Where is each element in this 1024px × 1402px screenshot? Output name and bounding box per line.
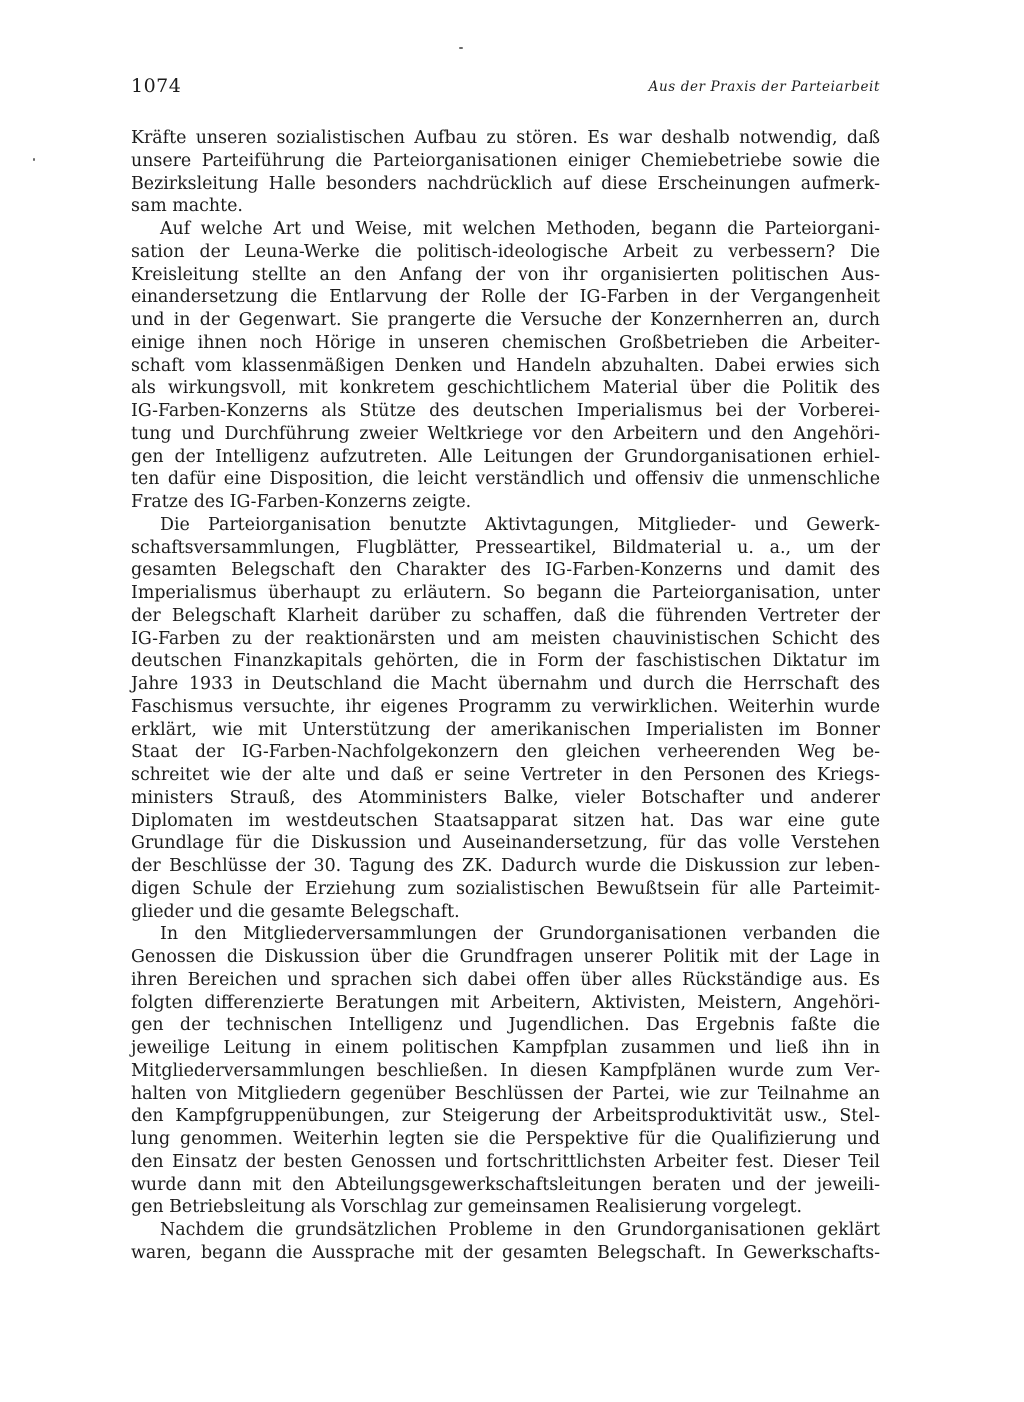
- paragraph-5: [131, 1219, 880, 1265]
- text-line: unsere Parteiführung die Parteiorganisationen einiger Chemiebetriebe sowie die: [131, 150, 880, 171]
- text-line: gen der Intelligenz aufzutreten. Alle Leitungen der Grundorganisationen erhiel-: [131, 446, 880, 467]
- article-body: [131, 127, 880, 1265]
- text-line: Die Parteiorganisation benutzte Aktivtagungen, Mitglieder- und Gewerk-: [160, 514, 880, 535]
- text-line: schreitet wie der alte und daß er seine Vertreter in den Personen des Kriegs-: [131, 765, 880, 785]
- text-line: Auf welche Art und Weise, mit welchen Methoden, begann die Parteiorgani-: [160, 219, 880, 239]
- text-line: den Einsatz der besten Genossen und fortschrittlichsten Arbeiter fest. Dieser Teil: [131, 1151, 880, 1172]
- text-line: Kreisleitung stellte an den Anfang der von ihr organisierten politischen Aus-: [131, 264, 880, 285]
- text-line: ihren Bereichen und sprachen sich dabei offen über alles Rückständige aus. Es: [131, 969, 880, 990]
- paragraph-4: [131, 923, 880, 1219]
- text-line: wurde dann mit den Abteilungsgewerkschaftsleitungen beraten und der jeweili-: [131, 1174, 880, 1195]
- text-line: der Belegschaft Klarheit darüber zu schaffen, daß die führenden Vertreter der: [131, 605, 880, 626]
- text-line: Diplomaten im westdeutschen Staatsapparat sitzen hat. Das war eine gute: [131, 810, 880, 831]
- text-line: gesamten Belegschaft den Charakter des IG-Farben-Konzerns und damit des: [131, 560, 880, 581]
- text-line: der Beschlüsse der 30. Tagung des ZK. Dadurch wurde die Diskussion zur leben-: [131, 856, 880, 876]
- text-line: sation der Leuna-Werke die politisch-ideologische Arbeit zu verbessern? Die: [131, 241, 880, 262]
- paragraph-2: [131, 218, 880, 514]
- text-line: Faschismus versuchte, ihr eigenes Programm zu verwirklichen. Weiterhin wurde: [131, 696, 880, 717]
- text-line: Staat der IG-Farben-Nachfolgekonzern den gleichen verheerenden Weg be-: [131, 742, 880, 763]
- text-line: Fratze des IG-Farben-Konzerns zeigte.: [131, 492, 472, 512]
- text-line: den Kampfgruppenübungen, zur Steigerung der Arbeitsproduktivität usw., Stel-: [131, 1106, 880, 1127]
- running-head: Aus der Praxis der Parteiarbeit: [648, 79, 880, 95]
- text-line: digen Schule der Erziehung zum sozialistischen Bewußtsein für alle Parteimit-: [131, 878, 880, 899]
- text-line: sam machte.: [131, 196, 243, 217]
- text-line: lung genommen. Weiterhin legten sie die Perspektive für die Qualifizierung und: [131, 1129, 880, 1149]
- text-line: gen der technischen Intelligenz und Jugendlichen. Das Ergebnis faßte die: [131, 1015, 880, 1036]
- text-line: halten von Mitgliedern gegenüber Beschlüssen der Partei, wie zur Teilnahme an: [131, 1083, 880, 1104]
- scan-speck: [459, 47, 463, 49]
- text-line: schaft vom klassenmäßigen Denken und Handeln abzuhalten. Dabei erwies sich: [131, 355, 880, 376]
- text-line: deutschen Finanzkapitals gehörten, die in Form der faschistischen Diktatur im: [131, 651, 880, 672]
- text-line: Kräfte unseren sozialistischen Aufbau zu stören. Es war deshalb notwendig, daß: [131, 128, 880, 148]
- text-line: ministers Strauß, des Atomministers Balke, vieler Botschafter und anderer: [131, 787, 880, 808]
- text-line: erklärt, wie mit Unterstützung der amerikanischen Imperialisten im Bonner: [131, 719, 880, 740]
- scan-speck: [33, 158, 35, 161]
- text-line: tung und Durchführung zweier Weltkriege vor den Arbeitern und den Angehöri-: [131, 423, 880, 444]
- text-line: Genossen die Diskussion über die Grundfragen unserer Politik mit der Lage in: [131, 947, 880, 967]
- text-line: Grundlage für die Diskussion und Auseinandersetzung, für das volle Verstehen: [131, 833, 880, 854]
- text-line: folgten differenzierte Beratungen mit Arbeitern, Aktivisten, Meistern, Angehöri-: [131, 992, 880, 1013]
- text-line: jeweilige Leitung in einem politischen Kampfplan zusammen und ließ ihn in: [131, 1038, 880, 1058]
- text-line: In den Mitgliederversammlungen der Grundorganisationen verbanden die: [160, 924, 880, 945]
- text-line: schaftsversammlungen, Flugblätter, Presseartikel, Bildmaterial u. a., um der: [131, 537, 880, 558]
- text-line: waren, begann die Aussprache mit der gesamten Belegschaft. In Gewerkschafts-: [131, 1242, 880, 1263]
- text-line: IG-Farben-Konzerns als Stütze des deutschen Imperialismus bei der Vorberei-: [131, 401, 880, 421]
- page-number: 1074: [131, 75, 182, 97]
- text-line: Nachdem die grundsätzlichen Probleme in den Grundorganisationen geklärt: [160, 1220, 880, 1240]
- text-line: Mitgliederversammlungen beschließen. In diesen Kampfplänen wurde zum Ver-: [131, 1060, 880, 1081]
- text-line: einige ihnen noch Hörige in unseren chemischen Großbetrieben die Arbeiter-: [131, 332, 880, 353]
- text-line: glieder und die gesamte Belegschaft.: [131, 901, 460, 922]
- text-line: IG-Farben zu der reaktionärsten und am meisten chauvinistischen Schicht des: [131, 628, 880, 649]
- text-line: als wirkungsvoll, mit konkretem geschichtlichem Material über die Politik des: [131, 378, 880, 399]
- paragraph-3: [131, 514, 880, 924]
- text-line: Jahre 1933 in Deutschland die Macht übernahm und durch die Herrschaft des: [131, 674, 880, 694]
- text-line: Bezirksleitung Halle besonders nachdrücklich auf diese Erscheinungen aufmerk-: [131, 173, 880, 194]
- paragraph-1: [131, 127, 880, 218]
- text-line: gen Betriebsleitung als Vorschlag zur gemeinsamen Realisierung vorgelegt.: [131, 1197, 803, 1218]
- text-line: einandersetzung die Entlarvung der Rolle der IG-Farben in der Vergangenheit: [131, 287, 880, 308]
- page-header: [131, 74, 880, 102]
- text-line: Imperialismus überhaupt zu erläutern. So begann die Parteiorganisation, unter: [131, 583, 880, 603]
- text-line: ten dafür eine Disposition, die leicht verständlich und offensiv die unmenschliche: [131, 469, 880, 490]
- text-line: und in der Gegenwart. Sie prangerte die Versuche der Konzernherren an, durch: [131, 310, 880, 330]
